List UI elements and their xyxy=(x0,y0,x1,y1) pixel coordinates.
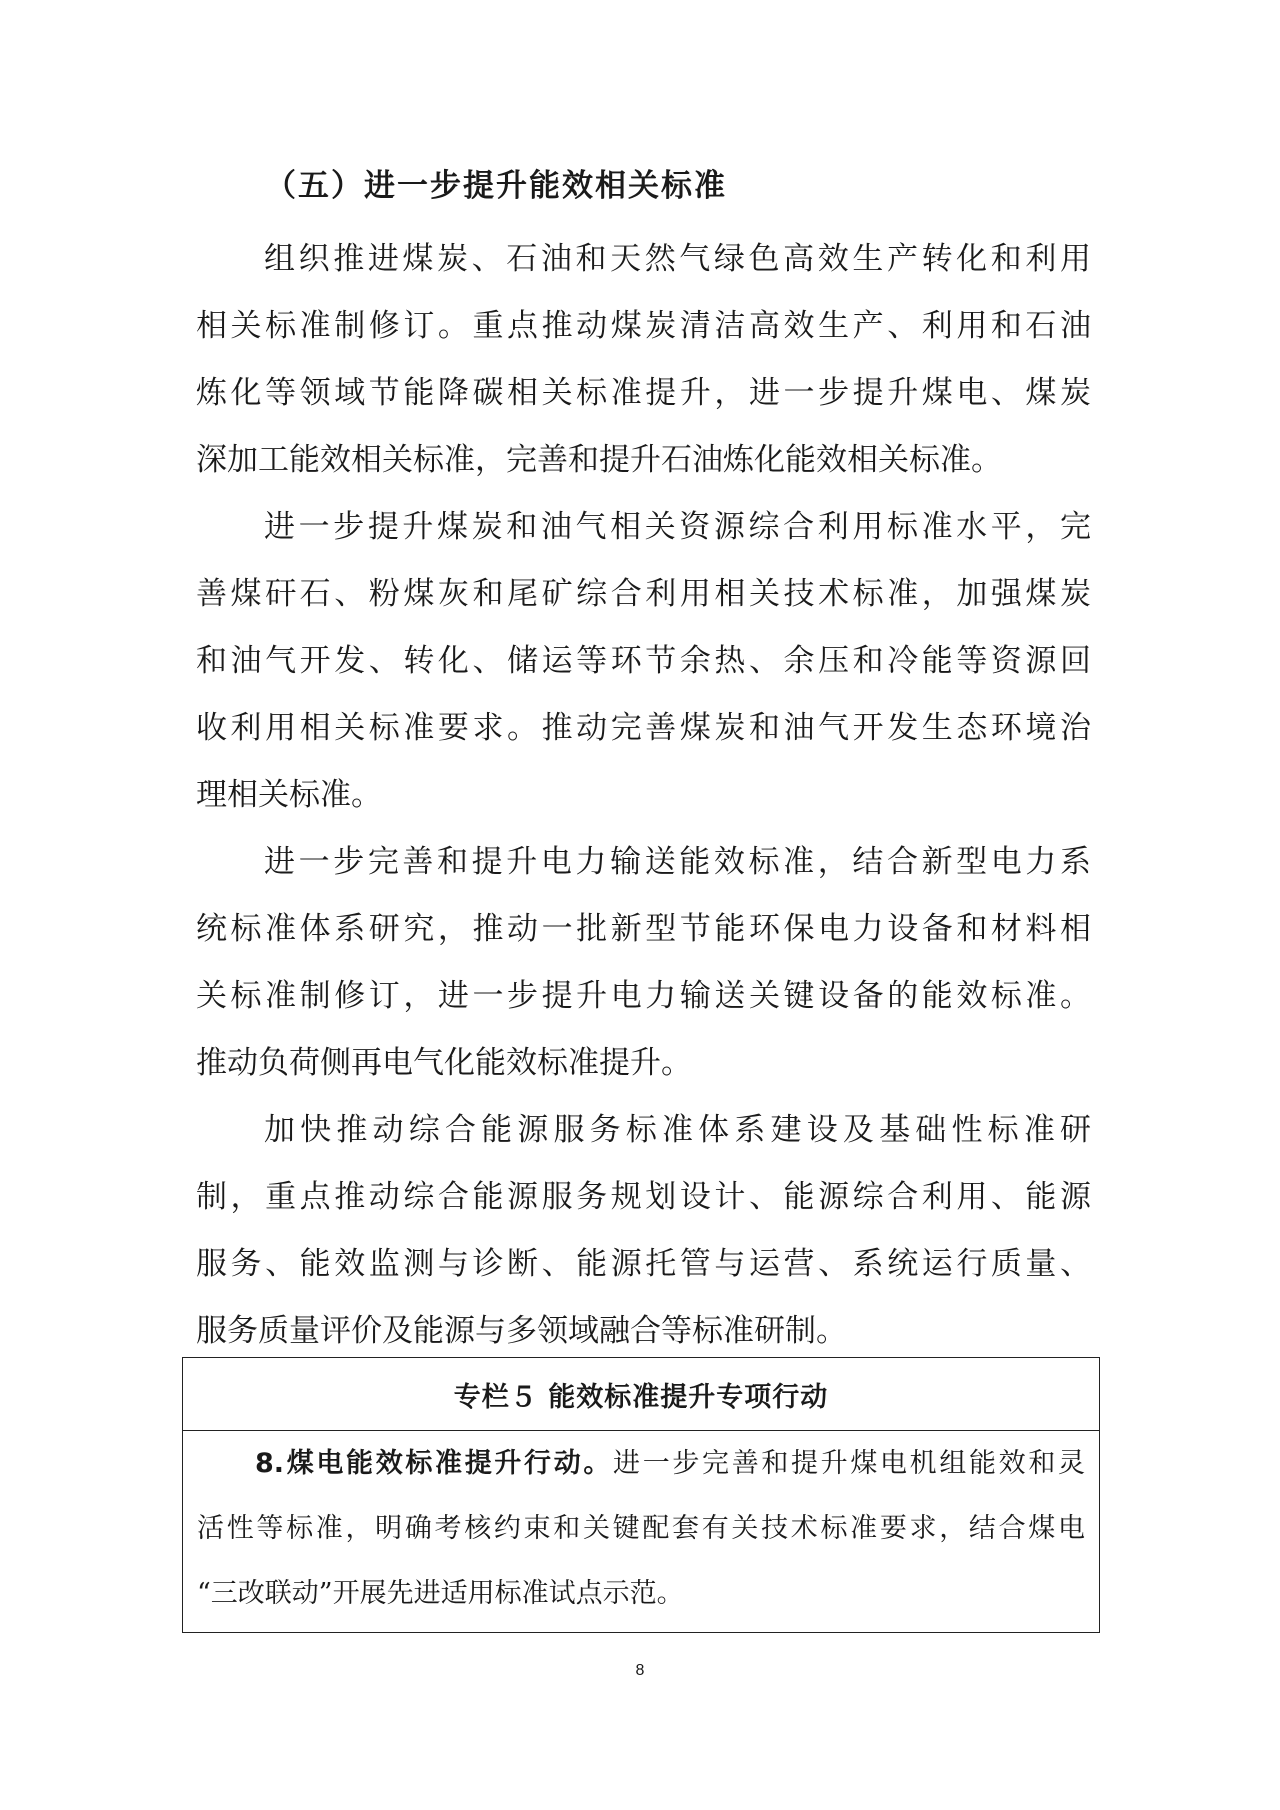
special-column-body xyxy=(183,1431,1099,1626)
paragraph-2-line-3: 和油气开发、转化、储运等环节余热、余压和冷能等资源回 xyxy=(196,643,1091,679)
paragraph-4-line-1: 加快推动综合能源服务标准体系建设及基础性标准研 xyxy=(264,1112,1091,1148)
special-column-line-2: 活性等标准，明确考核约束和关键配套有关技术标准要求，结合煤电 xyxy=(197,1513,1085,1544)
paragraph-3-line-4: 推动负荷侧再电气化能效标准提升。 xyxy=(196,1045,692,1081)
page-number: 8 xyxy=(635,1662,645,1679)
paragraph-4-line-3: 服务、能效监测与诊断、能源托管与运营、系统运行质量、 xyxy=(196,1246,1091,1282)
paragraph-4-line-2: 制，重点推动综合能源服务规划设计、能源综合利用、能源 xyxy=(196,1179,1091,1215)
paragraph-3-line-1: 进一步完善和提升电力输送能效标准，结合新型电力系 xyxy=(264,844,1091,880)
action-lead: 8.煤电能效标准提升行动。 xyxy=(255,1448,614,1479)
paragraph-2-line-5: 理相关标准。 xyxy=(196,777,382,813)
paragraph-1-line-4: 深加工能效相关标准，完善和提升石油炼化能效相关标准。 xyxy=(196,442,1002,478)
paragraph-4-line-4: 服务质量评价及能源与多领域融合等标准研制。 xyxy=(196,1313,847,1349)
special-column-title: 专栏５ 能效标准提升专项行动 xyxy=(183,1358,1099,1431)
action-line-1-text: 进一步完善和提升煤电机组能效和灵 xyxy=(613,1448,1086,1479)
paragraph-1-line-2: 相关标准制修订。重点推动煤炭清洁高效生产、利用和石油 xyxy=(196,308,1091,344)
special-column-line-1 xyxy=(197,1431,1085,1496)
paragraph-3-line-3: 关标准制修订，进一步提升电力输送关键设备的能效标准。 xyxy=(196,978,1091,1014)
special-column-line-3: “三改联动”开展先进适用标准试点示范。 xyxy=(197,1578,684,1609)
paragraph-2-line-2: 善煤矸石、粉煤灰和尾矿综合利用相关技术标准，加强煤炭 xyxy=(196,576,1091,612)
paragraph-1-line-3: 炼化等领域节能降碳相关标准提升，进一步提升煤电、煤炭 xyxy=(196,375,1091,411)
paragraph-2-line-1: 进一步提升煤炭和油气相关资源综合利用标准水平，完 xyxy=(264,509,1091,545)
paragraph-3-line-2: 统标准体系研究，推动一批新型节能环保电力设备和材料相 xyxy=(196,911,1091,947)
paragraph-1-line-1: 组织推进煤炭、石油和天然气绿色高效生产转化和利用 xyxy=(264,241,1091,277)
section-heading: （五）进一步提升能效相关标准 xyxy=(265,168,727,204)
paragraph-2-line-4: 收利用相关标准要求。推动完善煤炭和油气开发生态环境治 xyxy=(196,710,1091,746)
special-column-box xyxy=(182,1357,1100,1633)
body-text xyxy=(196,226,1091,1365)
